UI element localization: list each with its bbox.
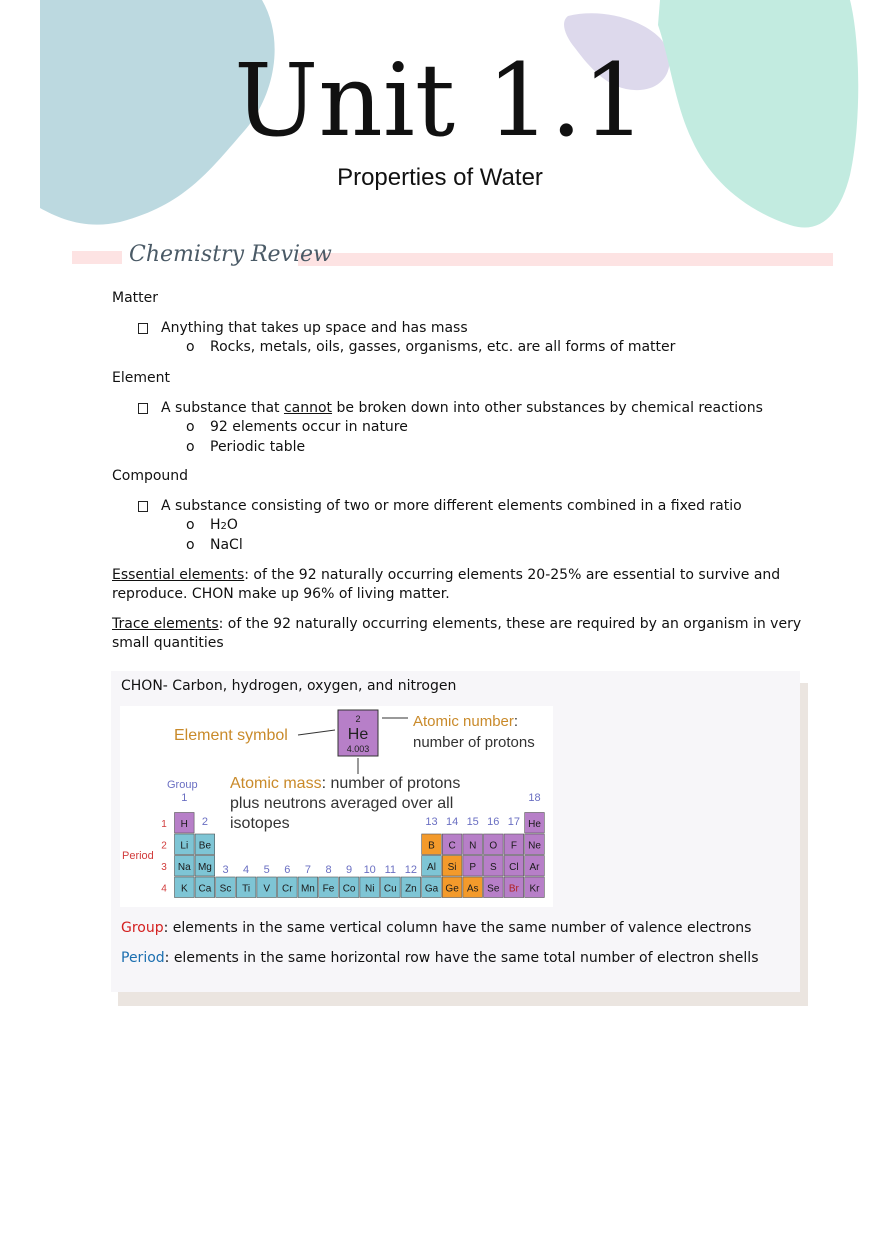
element-sub-1: 92 elements occur in nature [210, 419, 408, 435]
group-term: Group [121, 920, 164, 936]
group-text: : elements in the same vertical column have the same number of valence electrons [163, 920, 752, 936]
period-text: : elements in the same horizontal row have the same total number of electron shells [164, 950, 759, 966]
group-number: 9 [346, 864, 353, 876]
essential-term: Essential elements [112, 567, 245, 583]
element-bullet-pre: A substance that [161, 400, 284, 416]
element-symbol-li: Li [180, 840, 189, 852]
h2o-o: O [226, 517, 238, 533]
circle-bullet-icon: o [186, 439, 195, 455]
periodic-table-svg [120, 706, 553, 907]
element-symbol-na: Na [177, 861, 191, 873]
essential-line-1 [112, 566, 780, 585]
element-symbol-be: Be [198, 840, 212, 852]
atomic-number-label [413, 713, 518, 730]
element-symbol-si: Si [447, 861, 457, 873]
element-bullet-post: be broken down into other substances by chemical reactions [332, 400, 763, 416]
element-symbol-as: As [466, 883, 479, 895]
atomic-number-desc: number of protons [413, 734, 535, 751]
checkbox-bullet-icon [138, 323, 148, 334]
element-symbol-p: P [469, 861, 477, 873]
compound-sub-nacl: NaCl [210, 537, 243, 553]
element-label: Element [112, 370, 170, 386]
group-axis-label: Group [167, 779, 198, 791]
group-number: 10 [363, 864, 376, 876]
element-symbol-cl: Cl [509, 861, 519, 873]
element-sub-2: Periodic table [210, 439, 306, 455]
element-symbol-kr: Kr [529, 883, 540, 895]
trace-text-1: : of the 92 naturally occurring elements, these are required by an organism in very [218, 616, 802, 632]
h2o-subscript: 2 [220, 521, 227, 532]
circle-bullet-icon: o [186, 517, 195, 533]
element-symbol-ar: Ar [529, 861, 540, 873]
group-number: 6 [284, 864, 291, 876]
checkbox-bullet-icon [138, 403, 148, 414]
period-number: 4 [161, 883, 167, 895]
matter-sub-1: Rocks, metals, oils, gasses, organisms, etc. are all forms of matter [210, 339, 676, 355]
element-symbol-ne: Ne [528, 840, 541, 852]
group-number: 12 [404, 864, 418, 876]
element-symbol-label: Element symbol [174, 727, 288, 744]
element-symbol-zn: Zn [405, 883, 417, 895]
group-number: 7 [304, 864, 311, 876]
atomic-mass-desc-3: isotopes [230, 815, 290, 832]
element-symbol-al: Al [427, 861, 436, 873]
element-symbol-ge: Ge [445, 883, 459, 895]
period-term: Period [121, 950, 165, 966]
group-number: 14 [445, 816, 459, 828]
group-number: 17 [507, 816, 521, 828]
matter-label: Matter [112, 290, 159, 306]
element-symbol-br: Br [508, 883, 519, 895]
compound-sub-h2o [210, 516, 238, 536]
group-number: 16 [487, 816, 500, 828]
element-symbol-h: H [180, 818, 188, 830]
section-bar-left [72, 251, 122, 264]
period-number: 1 [161, 818, 167, 830]
page-subtitle: Properties of Water [337, 164, 543, 191]
element-symbol-se: Se [487, 883, 500, 895]
element-symbol-sc: Sc [219, 883, 232, 895]
periodic-table-figure [120, 706, 553, 907]
checkbox-bullet-icon [138, 501, 148, 512]
element-symbol-he: He [528, 818, 541, 830]
atomic-mass-term: Atomic mass [230, 775, 322, 792]
atomic-number-colon: : [513, 713, 519, 730]
element-symbol-f: F [510, 840, 517, 852]
element-symbol-fe: Fe [322, 883, 335, 895]
legend-he-mass: 4.003 [346, 744, 370, 754]
chon-text: CHON- Carbon, hydrogen, oxygen, and nitrogen [121, 678, 457, 694]
element-symbol-c: C [448, 840, 456, 852]
atomic-mass-desc: : number of protons [321, 775, 461, 792]
group-number: 15 [466, 816, 479, 828]
h2o-h: H [210, 517, 221, 533]
atomic-mass-desc-2: plus neutrons averaged over all [230, 795, 454, 812]
period-number: 2 [161, 840, 167, 852]
group-number: 3 [222, 864, 229, 876]
trace-line-1 [112, 615, 801, 634]
element-symbol-ga: Ga [424, 883, 439, 895]
legend-he-symbol: He [347, 726, 369, 743]
element-symbol-co: Co [342, 883, 356, 895]
group-definition [121, 919, 751, 938]
circle-bullet-icon: o [186, 419, 195, 435]
period-number: 3 [161, 861, 167, 873]
trace-term: Trace elements [112, 616, 219, 632]
atomic-mass-label [230, 775, 460, 792]
matter-bullet: Anything that takes up space and has mass [161, 320, 468, 336]
group-number: 1 [181, 792, 188, 804]
element-symbol-cu: Cu [383, 883, 397, 895]
element-symbol-o: O [489, 840, 498, 852]
circle-bullet-icon: o [186, 537, 195, 553]
element-symbol-cr: Cr [282, 883, 293, 895]
trace-line-2: small quantities [112, 635, 224, 651]
element-symbol-b: B [428, 840, 435, 852]
essential-line-2: reproduce. CHON make up 96% of living matter. [112, 586, 450, 602]
group-number: 5 [263, 864, 270, 876]
group-number: 11 [384, 864, 397, 876]
period-definition [121, 949, 759, 968]
essential-text-1: : of the 92 naturally occurring elements 20-25% are essential to survive and [244, 567, 781, 583]
group-number: 4 [243, 864, 250, 876]
circle-bullet-icon: o [186, 339, 195, 355]
element-symbol-ca: Ca [198, 883, 212, 895]
section-heading: Chemistry Review [129, 242, 332, 267]
element-symbol-s: S [489, 861, 497, 873]
element-bullet-underlined: cannot [283, 400, 333, 416]
page-title: Unit 1.1 [234, 42, 646, 159]
element-symbol-mn: Mn [300, 883, 315, 895]
element-symbol-ti: Ti [242, 883, 251, 895]
element-symbol-v: V [263, 883, 271, 895]
element-symbol-n: N [469, 840, 477, 852]
element-bullet [161, 399, 763, 418]
element-symbol-mg: Mg [197, 861, 212, 873]
section-bar-right [298, 253, 833, 266]
element-symbol-ni: Ni [364, 883, 375, 895]
element-symbol-arrow [298, 730, 335, 735]
compound-label: Compound [112, 468, 189, 484]
group-number: 8 [325, 864, 332, 876]
legend-he-number: 2 [355, 714, 361, 724]
period-axis-label: Period [122, 850, 154, 862]
compound-bullet: A substance consisting of two or more different elements combined in a fixed ratio [161, 498, 742, 514]
atomic-number-term: Atomic number [413, 713, 514, 730]
element-symbol-k: K [180, 883, 188, 895]
group-number: 18 [528, 792, 541, 804]
group-number: 13 [425, 816, 438, 828]
group-number: 2 [201, 816, 208, 828]
